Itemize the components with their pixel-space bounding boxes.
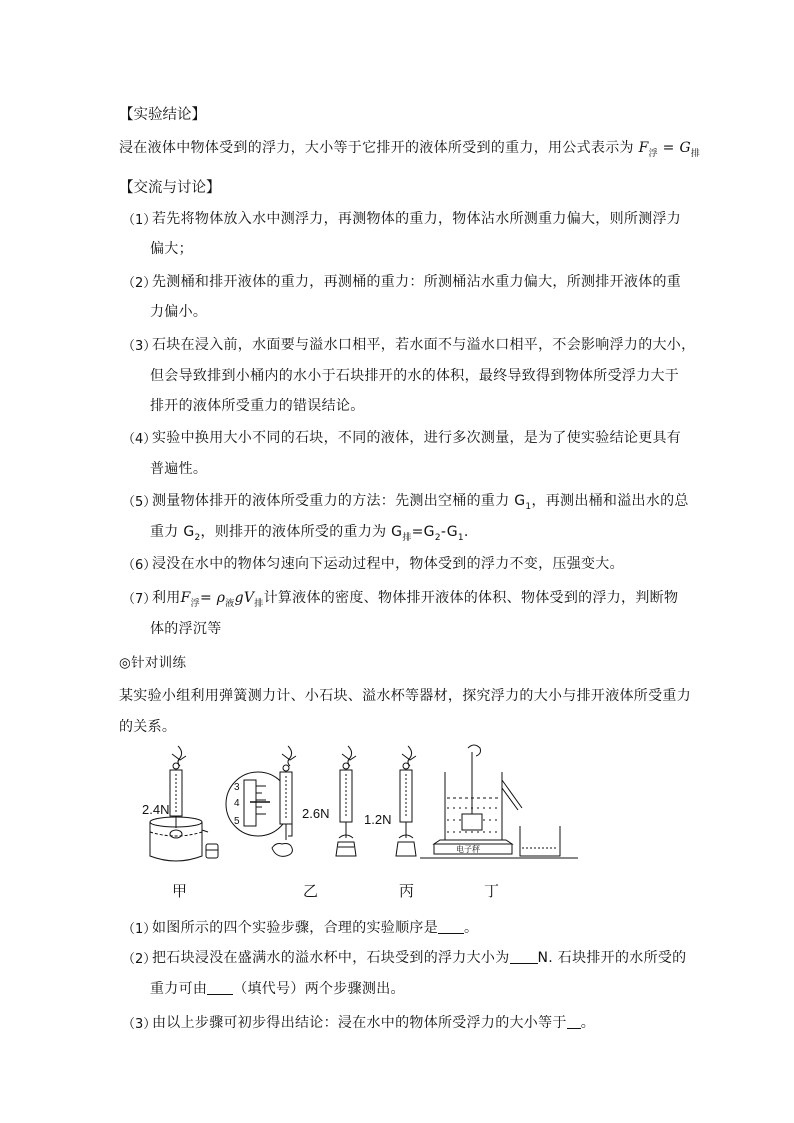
subscript: 排 — [402, 532, 412, 543]
reading-jia: 2.4N — [142, 802, 170, 817]
text-run: 如图所示的四个实验步骤，合理的实验顺序是 — [152, 920, 438, 936]
step-bing-apparatus — [336, 746, 356, 856]
conclusion-text — [119, 137, 700, 159]
scale-tick-3: 3 — [234, 782, 240, 793]
discussion-item-3-line-1: 石块在浸入前，水面要与溢水口相平，若水面不与溢水口相平，不会影响浮力的大小， — [152, 337, 696, 353]
text-run: 。 — [580, 1015, 596, 1031]
training-intro-line-1: 某实验小组利用弹簧测力计、小石块、溢水杯等器材，探究浮力的大小与排开液体所受重力 — [119, 688, 691, 704]
text-run: =G — [411, 524, 435, 540]
discussion-item-2-line-2: 力偏小。 — [150, 304, 208, 320]
subscript: 排 — [254, 598, 264, 609]
text-run: 计算液体的密度、物体排开液体的体积、物体受到的浮力，判断物 — [263, 590, 679, 606]
discussion-item-5-line-1 — [152, 490, 689, 512]
conclusion-heading: 【实验结论】 — [119, 107, 206, 123]
discussion-item-7-line-2: 体的浮沉等 — [150, 621, 222, 637]
subscript: 2 — [194, 532, 201, 543]
formula-g: G — [679, 140, 691, 156]
answer-blank[interactable] — [510, 950, 538, 964]
question-2-line-1 — [152, 947, 686, 967]
question-2-line-2 — [150, 978, 405, 998]
scale-tick-4: 4 — [234, 798, 240, 809]
step-label-yi: 乙 — [303, 882, 319, 900]
text-run: . — [463, 524, 469, 540]
reading-bing: 1.2N — [364, 812, 392, 827]
question-3 — [152, 1012, 595, 1032]
reading-yi: 2.6N — [302, 806, 330, 821]
step-ding-apparatus — [420, 745, 578, 858]
subscript: 浮 — [190, 598, 200, 609]
discussion-item-1-line-1: 若先将物体放入水中测浮力，再测物体的重力，物体沾水所测重力偏大，则所测浮力 — [152, 211, 682, 227]
discussion-item-number: （1） — [122, 213, 157, 228]
conclusion-sentence: 浸在液体中物体受到的浮力，大小等于它排开的液体所受到的重力，用公式表示为 — [119, 140, 634, 156]
text-run: 由以上步骤可初步得出结论：浸在水中的物体所受浮力的大小等于 — [152, 1015, 567, 1031]
text-run: 重力可由 — [150, 981, 208, 997]
text-run: （填代号）两个步骤测出。 — [233, 981, 405, 997]
formula-f: F — [180, 590, 191, 606]
scale-tick-5: 5 — [234, 816, 240, 827]
text-run: 重力 G — [150, 524, 195, 540]
discussion-item-number: （3） — [122, 339, 157, 354]
formula-gv: gV — [234, 590, 255, 606]
discussion-item-number: （7） — [122, 592, 157, 607]
question-number: （3） — [122, 1017, 157, 1032]
discussion-item-7-line-1 — [152, 587, 678, 609]
discussion-item-number: （4） — [122, 432, 157, 447]
discussion-item-1-line-2: 偏大； — [150, 241, 193, 257]
formula-g-sub: 排 — [690, 148, 701, 159]
text-run: 测量物体排开的液体所受重力的方法：先测出空桶的重力 G — [152, 493, 526, 509]
text-run: 。 — [464, 920, 479, 936]
discussion-item-3-line-2: 但会导致排到小桶内的水小于石块排开的水的体积，最终导致得到物体所受浮力大于 — [150, 368, 680, 384]
training-intro-line-2: 的关系。 — [119, 719, 177, 735]
text-run: = — [199, 590, 217, 606]
question-number: （1） — [122, 922, 157, 937]
discussion-item-4-line-2: 普遍性。 — [150, 461, 208, 477]
step-label-jia: 甲 — [172, 882, 188, 900]
text-run: N. 石块排开的水所受的 — [537, 950, 687, 966]
question-1 — [152, 917, 478, 937]
discussion-item-6-line-1: 浸没在水中的物体匀速向下运动过程中，物体受到的浮力不变，压强变大。 — [152, 556, 624, 572]
balance-label: 电子秤 — [456, 845, 480, 854]
text-run: ，再测出桶和溢出水的总 — [531, 493, 689, 509]
text-run: ，则排开的液体所受的重力为 G — [200, 524, 403, 540]
discussion-item-4-line-1: 实验中换用大小不同的石块，不同的液体，进行多次测量，是为了使实验结论更具有 — [152, 430, 682, 446]
answer-blank[interactable] — [567, 1015, 581, 1029]
discussion-item-5-line-2 — [150, 521, 469, 543]
answer-blank[interactable] — [438, 920, 464, 934]
formula-rho: ρ — [216, 590, 226, 606]
text-run: 把石块浸没在盛满水的溢水杯中，石块受到的浮力大小为 — [152, 950, 510, 966]
discussion-item-number: （6） — [122, 558, 157, 573]
subscript: 2 — [434, 532, 441, 543]
subscript: 1 — [525, 501, 532, 512]
training-heading: ◎针对训练 — [119, 655, 187, 671]
answer-blank[interactable] — [207, 981, 233, 995]
subscript: 1 — [457, 532, 464, 543]
text-run: -G — [440, 524, 458, 540]
text-run: 利用 — [152, 590, 181, 606]
question-number: （2） — [122, 952, 157, 967]
discussion-item-3-line-3: 排开的液体所受重力的错误结论。 — [150, 398, 365, 414]
discussion-item-number: （5） — [122, 495, 157, 510]
discussion-item-number: （2） — [122, 276, 157, 291]
step-label-ding: 丁 — [484, 882, 500, 900]
discussion-item-2-line-1: 先测桶和排开液体的重力，再测桶的重力：所测桶沾水重力偏大，所测排开液体的重 — [152, 274, 682, 290]
formula-f-sub: 浮 — [648, 148, 658, 159]
formula-eq: = — [657, 140, 680, 156]
experiment-figure — [120, 744, 580, 874]
formula-f: F — [638, 140, 649, 156]
step-label-bing: 丙 — [399, 882, 415, 900]
discussion-heading: 【交流与讨论】 — [119, 180, 221, 196]
step-ding-scale — [396, 746, 416, 856]
subscript: 液 — [225, 598, 235, 609]
